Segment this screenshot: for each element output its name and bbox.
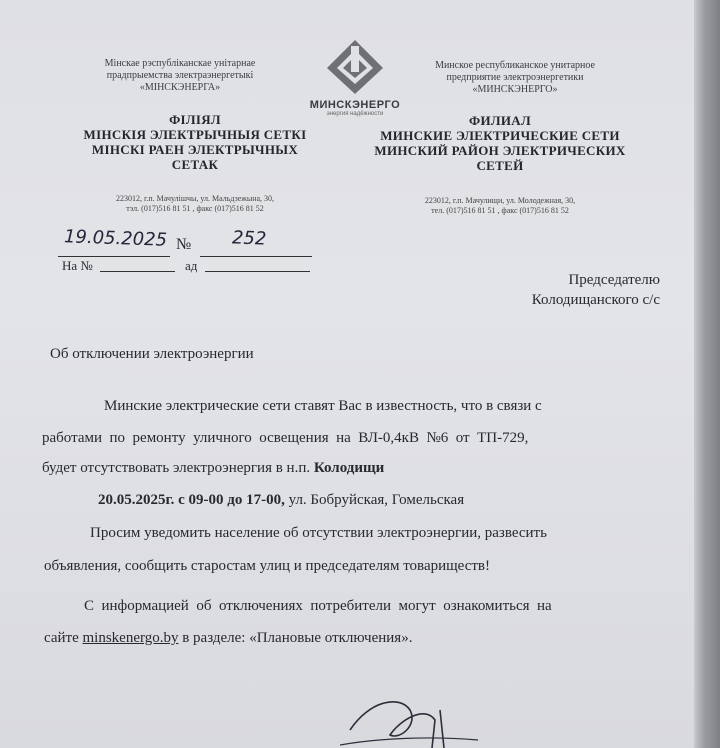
- right-org-line2: предприятие электроэнергетики: [446, 72, 584, 83]
- number-label: №: [176, 236, 192, 253]
- right-branch-line2: МИНСКИЙ РАЙОН ЭЛЕКТРИЧЕСКИХ: [374, 143, 626, 158]
- left-address-block: [60, 194, 330, 214]
- right-branch-title: ФИЛИАЛ: [469, 113, 531, 128]
- left-org-block: [80, 58, 280, 94]
- company-logo: [300, 38, 410, 117]
- registration-date: 19.05.2025: [63, 226, 168, 251]
- website-link[interactable]: minskenergo.by: [82, 630, 179, 646]
- right-branch-line3: СЕТЕЙ: [476, 158, 524, 173]
- left-org-line1: Мінскае рэспубліканскае унітарнае: [104, 58, 256, 69]
- right-org-block: [405, 60, 625, 96]
- logo-name: МИНСКЭНЕРГО: [309, 99, 401, 111]
- left-address-line2: тэл. (017)516 81 51 , факс (017)516 81 52: [126, 204, 264, 213]
- minskenergo-logo-icon: [325, 38, 385, 94]
- right-address-line2: тел. (017)516 81 51 , факс (017)516 81 52: [431, 206, 569, 215]
- ref-from-label: ад: [185, 258, 198, 273]
- right-branch-line1: МИНСКИЕ ЭЛЕКТРИЧЕСКИЕ СЕТИ: [380, 128, 620, 143]
- left-branch-line2: МІНСКІ РАЕН ЭЛЕКТРЫЧНЫХ: [91, 142, 299, 157]
- letter-subject: Об отключении электроэнергии: [50, 346, 254, 362]
- left-org-line2: прадпрыемства электраэнергетыкі: [106, 70, 254, 81]
- paragraph2-line1: Просим уведомить население об отсутствии электроэнергии, развесить: [90, 525, 547, 541]
- paragraph3-line1: С информацией об отключениях потребители могут ознакомиться на: [84, 598, 552, 614]
- paragraph2-line2: объявления, сообщить старостам улиц и председателям товариществ!: [44, 558, 491, 574]
- paragraph1-line2: работами по ремонту уличного освещения на ВЛ-0,4кВ №6 от ТП-729,: [42, 430, 529, 446]
- left-branch-line1: МІНСКІЯ ЭЛЕКТРЫЧНЫЯ СЕТКІ: [83, 127, 307, 142]
- paragraph1-line4: [98, 490, 464, 510]
- left-branch-block: [55, 112, 335, 172]
- right-branch-block: [345, 113, 655, 173]
- left-branch-line3: СЕТАК: [171, 157, 219, 172]
- outage-streets: ул. Бобруйская, Гомельская: [284, 492, 465, 508]
- right-org-line1: Минское республиканское унитарное: [435, 60, 595, 71]
- paragraph1-line1: Минские электрические сети ставят Вас в известность, что в связи с: [104, 398, 542, 414]
- page-edge-shadow: [694, 0, 720, 748]
- ref-label: На №: [62, 258, 93, 273]
- paragraph3-line2-start: сайте: [44, 630, 83, 646]
- recipient-line1: Председателю: [568, 272, 660, 288]
- outage-date-time: 20.05.2025г. с 09-00 до 17-00,: [98, 492, 285, 508]
- paragraph3-line2-end: в разделе: «Плановые отключения».: [178, 630, 413, 646]
- paragraph1-line3: [42, 458, 384, 478]
- signature: [340, 690, 480, 748]
- ref-number-underline: [100, 262, 175, 272]
- left-address-line1: 223012, г.п. Мачулішчы, ул. Мальдзежына, 30,: [115, 194, 275, 203]
- right-address-line1: 223012, г.п. Мачулищи, ул. Молодежная, 30,: [424, 196, 576, 205]
- left-org-name: «МІНСКЭНЕРГА»: [139, 82, 221, 93]
- logo-tagline: энергия надёжности: [326, 111, 384, 117]
- right-address-block: [370, 196, 630, 216]
- registration-number: 252: [231, 227, 267, 250]
- left-branch-title: ФІЛІЯЛ: [169, 112, 221, 127]
- paragraph3-line2: [44, 628, 412, 648]
- right-org-name: «МИНСКЭНЕРГО»: [472, 84, 558, 95]
- ref-date-underline: [205, 262, 310, 272]
- recipient-line2: Колодищанского с/с: [531, 292, 660, 308]
- settlement-name: Колодищи: [313, 460, 385, 476]
- recipient-block: [470, 270, 660, 310]
- paragraph1-line3-text: будет отсутствовать электроэнергия в н.п.: [42, 460, 314, 476]
